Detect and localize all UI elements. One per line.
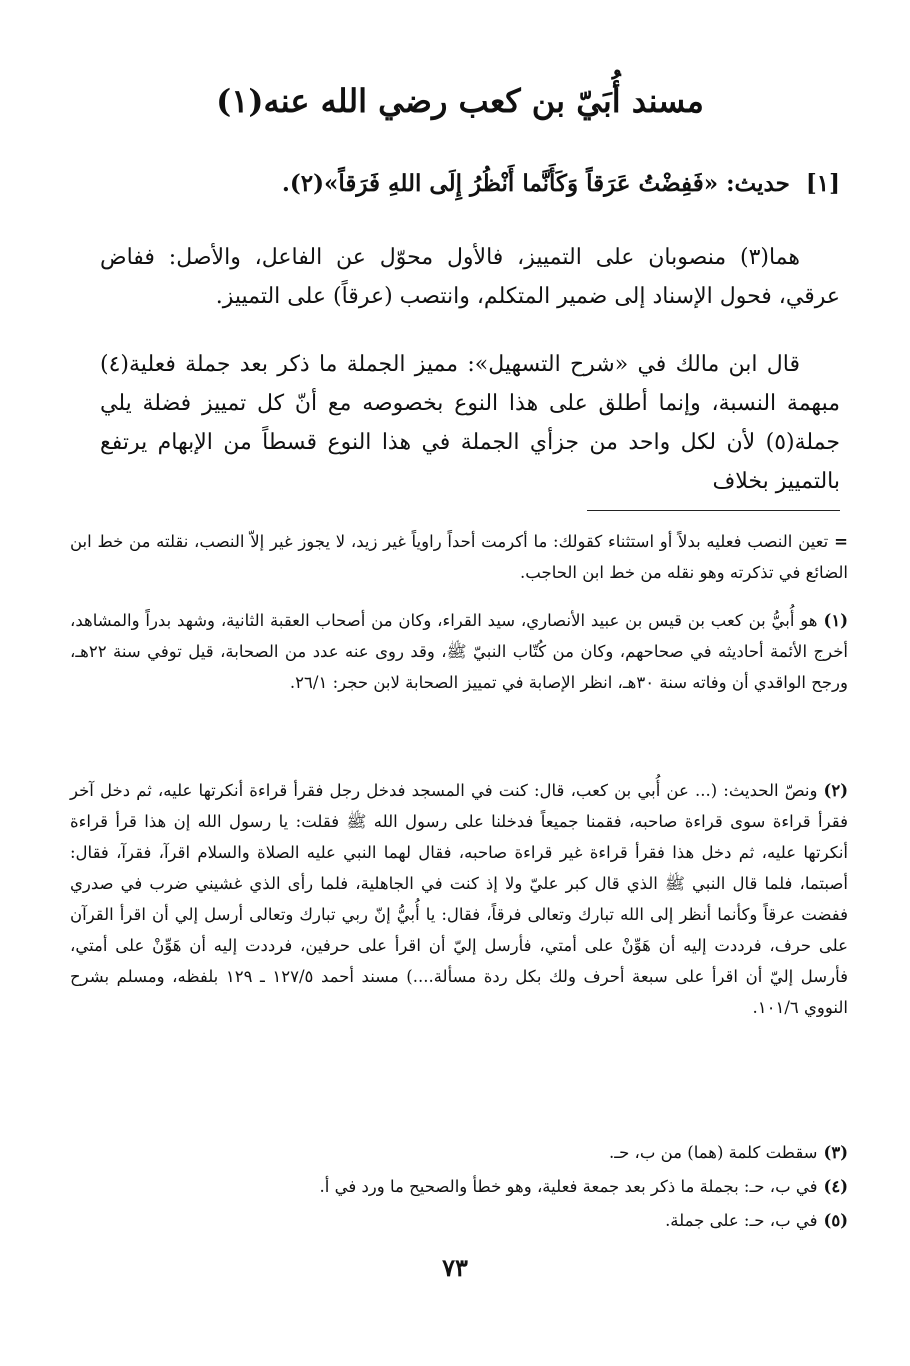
- hadith-heading: [100, 170, 840, 197]
- body-paragraph-2: قال ابن مالك في «شرح التسهيل»: مميز الجملة ما ذكر بعد جملة فعلية(٤) مبهمة النسبة، وإنما أطلق على هذا النوع بخصوصه مع أنّ كل تمييز فضلة يلي جملة(٥) لأن لكل واحد من جزأي الجملة في هذا النوع قسطاً من الإبهام يرتفع بالتمييز بخلاف: [100, 352, 840, 494]
- footnote-continuation: [70, 526, 848, 588]
- footnote-text: هو أُبيُّ بن كعب بن قيس بن عبيد الأنصاري، سيد القراء، وكان من أصحاب العقبة الثانية، وشهد بدراً والمشاهد، أخرج الأئمة أحاديثه في صحاحهم، وكان من كُتّاب النبيّ ﷺ، وقد روى عنه عدد من الصحابة، قيل توفي سنة ٢٢هـ، ورجح الواقدي أن وفاته سنة ٣٠هـ، انظر الإصابة في تمييز الصحابة لابن حجر: ٢٦/١.: [70, 611, 848, 692]
- footnote-text: تعين النصب فعليه بدلاً أو استثناء كقولك: ما أكرمت أحداً راوياً غير زيد، لا يجوز غير إلاّ النصب، نقلته من خط ابن الضائع في تذكرته وهو نقله من خط ابن الحاجب.: [70, 532, 848, 582]
- footnote-1: [70, 605, 848, 698]
- footnote-mark: (٣): [823, 1143, 848, 1162]
- footnote-2: [70, 775, 848, 1023]
- hadith-text: حديث: «فَفِضْتُ عَرَقاً وَكَأَنَّما أَنْظُرُ إِلَى اللهِ فَرَقاً»(٢).: [281, 170, 790, 197]
- footnote-mark: (٢): [823, 781, 848, 800]
- footnote-5: [70, 1205, 848, 1236]
- footnote-divider: [587, 510, 840, 511]
- footnote-text: ونصّ الحديث: (... عن أُبي بن كعب، قال: كنت في المسجد فدخل رجل فقرأ قراءة أنكرتها عليه، ثم دخل آخر فقرأ قراءة سوى قراءة صاحبه، فقمنا جميعاً فدخلنا على رسول الله ﷺ فقلت: يا رسول الله إن هذا قرأ قراءة أنكرتها عليه، ثم دخل هذا فقرأ قراءة غير قراءة صاحبه، فقال لهما النبي عليه الصلاة والسلام اقرآ، فقرآ، فقال: أصبتما، فلما قال النبي ﷺ الذي قال كبر عليّ ولا إذ كنت في الجاهلية، فلما رأى الذي غشيني ضرب في صدري ففضت عرقاً وكأنما أنظر إلى الله تبارك وتعالى فرقاً، فقال: يا أُبيُّ إنّ ربي تبارك وتعالى أرسل إلي أن اقرأ القرآن على حرف، فرددت إليه أن هَوِّنْ على أمتي، فأرسل إليّ أن اقرأ على حرفين، فرددت إليه أن هَوِّنْ على أمتي، فأرسل إليّ أن اقرأ على سبعة أحرف ولك بكل ردة مسألة....) مسند أحمد ١٢٧/٥ ـ ١٢٩ بلفظه، ومسلم بشرح النووي ١٠١/٦.: [70, 781, 848, 1017]
- footnote-text: سقطت كلمة (هما) من ب، حـ.: [608, 1143, 818, 1162]
- footnote-3: [70, 1137, 848, 1168]
- footnote-text: في ب، حـ: على جملة.: [665, 1211, 818, 1230]
- page-number: ٧٣: [442, 1253, 468, 1282]
- footnote-mark: (٥): [823, 1211, 848, 1230]
- footnote-mark: (١): [823, 611, 848, 630]
- footnote-4: [70, 1171, 848, 1202]
- footnote-text: في ب، حـ: بجملة ما ذكر بعد جمعة فعلية، وهو خطأ والصحيح ما ورد في أ.: [319, 1177, 818, 1196]
- hadith-number: [١]: [805, 170, 840, 197]
- section-title: مسند أُبَيّ بن كعب رضي الله عنه(١): [216, 82, 704, 120]
- body-paragraph-1: هما(٣) منصوبان على التمييز، فالأول محوّل عن الفاعل، والأصل: ففاض عرقي، فحول الإسناد إلى ضمير المتكلم، وانتصب (عرقاً) على التمييز.: [100, 245, 840, 309]
- footnote-mark: (٤): [823, 1177, 848, 1196]
- footnote-mark: =: [834, 532, 848, 551]
